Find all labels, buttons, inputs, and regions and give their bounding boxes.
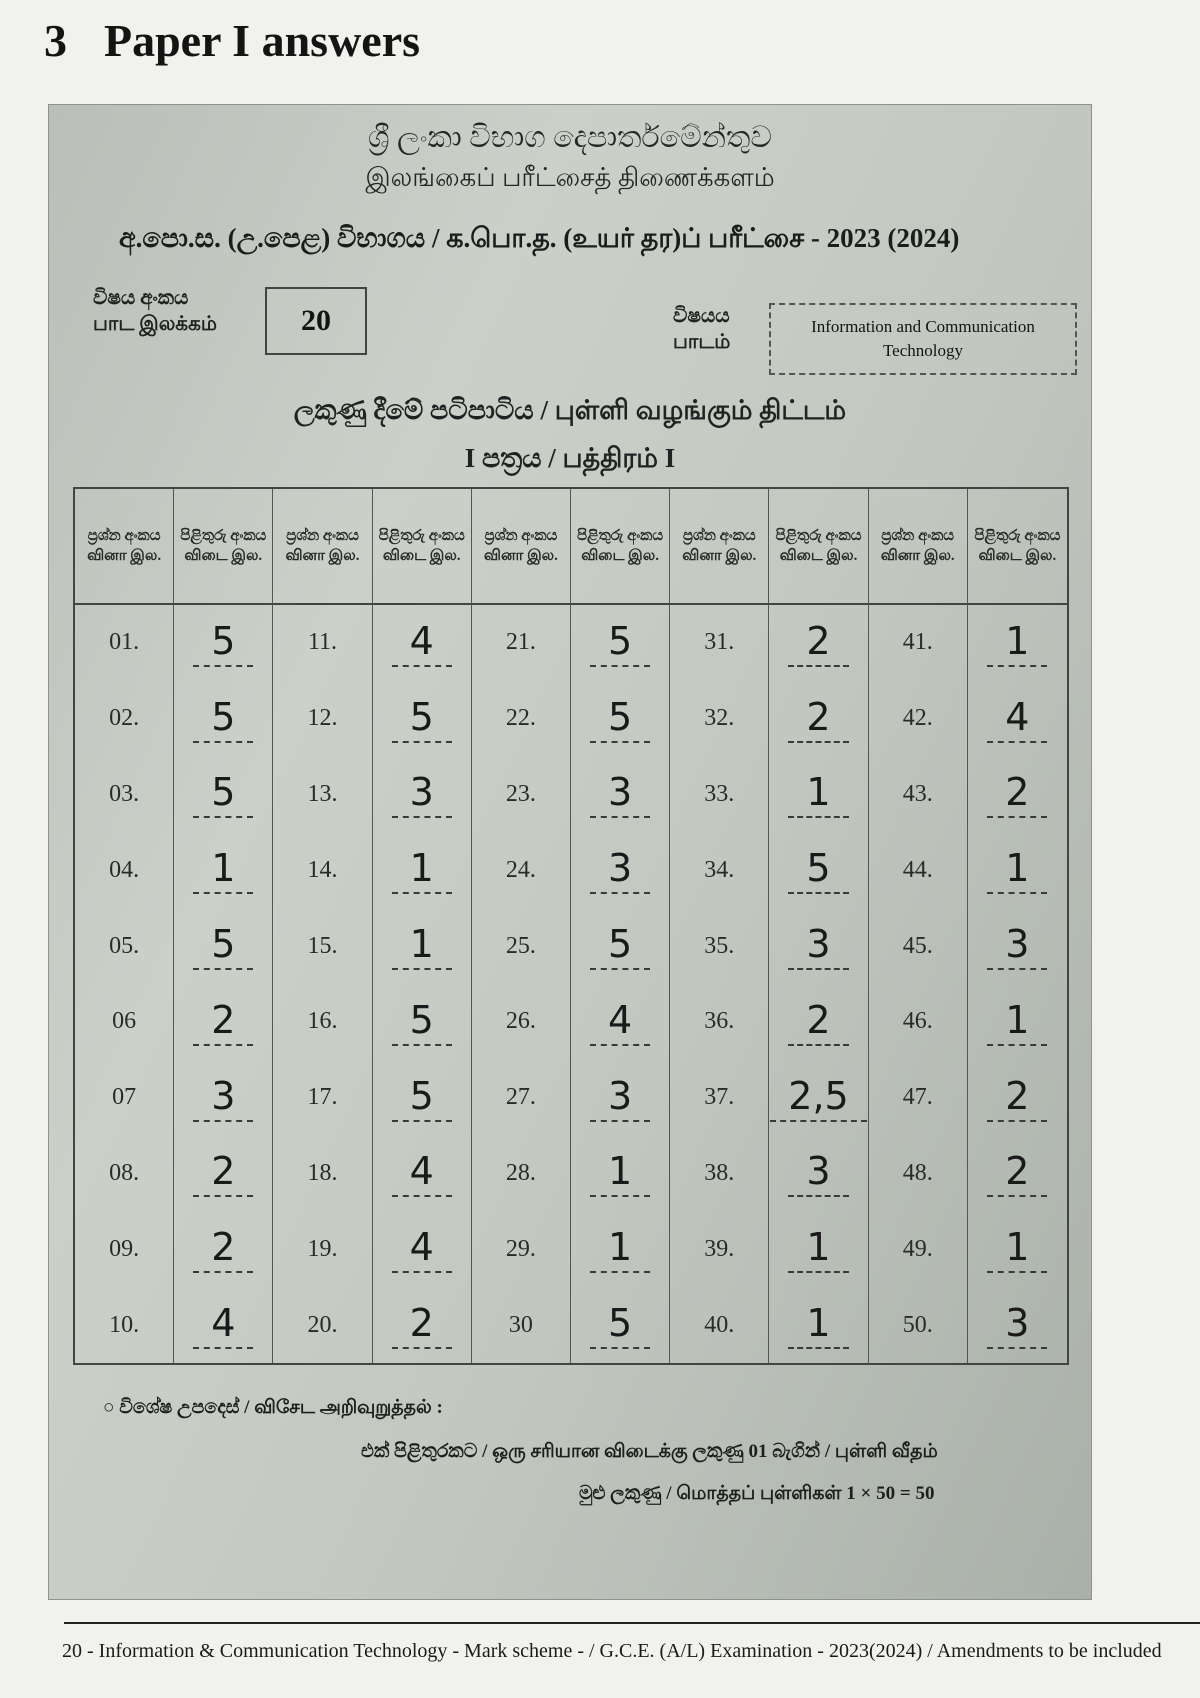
answer-cell [769,1211,868,1287]
answer-cell [373,1287,472,1363]
answer-cell [373,605,472,681]
question-number: 19. [273,1211,372,1287]
answer-value: 1 [987,998,1047,1046]
question-number: 18. [273,1136,372,1212]
answer-cell [968,681,1067,757]
question-number: 37. [670,1060,769,1136]
question-number: 39. [670,1211,769,1287]
question-number: 42. [869,681,968,757]
question-number: 31. [670,605,769,681]
question-number: 13. [273,757,372,833]
answer-value: 5 [590,695,650,743]
answer-value: 2 [788,998,848,1046]
answer-cell [968,1060,1067,1136]
answer-cell [174,757,273,833]
question-number: 29. [472,1211,571,1287]
answer-value: 2,5 [770,1074,866,1122]
answer-cell [968,1211,1067,1287]
question-number: 12. [273,681,372,757]
answer-number-header: පිළිතුරු අංකය விடை இல. [571,489,670,605]
answer-value: 5 [193,619,253,667]
answer-cell [373,908,472,984]
section-title: Paper I answers [104,15,421,66]
answer-cell [769,832,868,908]
question-number: 26. [472,984,571,1060]
question-number: 49. [869,1211,968,1287]
answer-value: 5 [193,695,253,743]
total-marks-note: මුළු ලකුණු / மொத்தப் புள்ளிகள் 1 × 50 = 50 [579,1483,935,1504]
answer-value: 1 [788,770,848,818]
answer-cell [968,984,1067,1060]
footer-divider [64,1622,1200,1624]
answer-cell [174,681,273,757]
answer-cell [174,832,273,908]
section-heading [44,14,420,67]
answer-value: 5 [193,922,253,970]
answer-number-header: පිළිතුරු අංකය விடை இல. [769,489,868,605]
paper-title: I පත්‍රය / பத்திரம் I [464,443,676,473]
answer-value: 1 [392,922,452,970]
answer-cell [373,1211,472,1287]
question-number: 07 [75,1060,174,1136]
question-number: 34. [670,832,769,908]
question-number-header: ප්‍රශ්න අංකය வினா இல. [472,489,571,605]
question-number: 45. [869,908,968,984]
answer-cell [571,908,670,984]
answer-value: 1 [987,619,1047,667]
question-number: 16. [273,984,372,1060]
answer-value: 3 [590,846,650,894]
section-number: 3 [44,15,67,66]
answer-value: 4 [987,695,1047,743]
marking-scheme-title: ලකුණු දීමේ පටිපාටිය / புள்ளி வழங்கும் திட்டம் [293,395,847,425]
answer-value: 5 [392,695,452,743]
answer-cell [373,984,472,1060]
answer-cell [571,605,670,681]
question-number: 40. [670,1287,769,1363]
question-number: 23. [472,757,571,833]
answer-cell [174,1060,273,1136]
answer-cell [968,757,1067,833]
answer-value: 4 [392,1149,452,1197]
answer-cell [571,1211,670,1287]
answer-value: 3 [193,1074,253,1122]
answer-value: 5 [590,922,650,970]
question-number: 01. [75,605,174,681]
answer-cell [769,681,868,757]
answer-number-header: පිළිතුරු අංකය விடை இல. [968,489,1067,605]
answer-value: 1 [193,846,253,894]
answer-value: 4 [392,1225,452,1273]
answer-value: 2 [193,1149,253,1197]
answer-value: 5 [392,998,452,1046]
question-number: 21. [472,605,571,681]
question-number: 24. [472,832,571,908]
answer-value: 2 [392,1301,452,1349]
answer-number-header: පිළිතුරු අංකය விடை இல. [373,489,472,605]
answer-cell [769,605,868,681]
question-number: 30 [472,1287,571,1363]
answer-table [73,487,1069,1365]
question-number: 14. [273,832,372,908]
answer-value: 1 [788,1225,848,1273]
question-number: 27. [472,1060,571,1136]
answer-value: 1 [590,1149,650,1197]
answer-value: 3 [987,922,1047,970]
question-number: 41. [869,605,968,681]
question-number: 04. [75,832,174,908]
answer-cell [968,908,1067,984]
answer-value: 2 [788,619,848,667]
answer-value: 3 [590,1074,650,1122]
question-number: 46. [869,984,968,1060]
answer-value: 4 [392,619,452,667]
answer-value: 3 [788,922,848,970]
exam-title: අ.පො.ස. (උ.පෙළ) විභාගය / க.பொ.த. (உயர் தர)ப் பரீட்சை - 2023 (2024) [119,223,960,253]
answer-cell [174,984,273,1060]
answer-cell [769,1136,868,1212]
question-number: 03. [75,757,174,833]
question-number: 47. [869,1060,968,1136]
question-number: 17. [273,1060,372,1136]
answer-cell [769,1287,868,1363]
answer-cell [769,1060,868,1136]
question-number-header: ප්‍රශ්න අංකය வினா இல. [869,489,968,605]
answer-number-header: පිළිතුරු අංකය விடை இல. [174,489,273,605]
answer-value: 5 [193,770,253,818]
question-number: 08. [75,1136,174,1212]
answer-cell [373,832,472,908]
answer-value: 2 [987,770,1047,818]
answer-cell [968,1136,1067,1212]
question-number: 50. [869,1287,968,1363]
answer-cell [571,1287,670,1363]
answer-value: 5 [590,1301,650,1349]
answer-cell [571,1136,670,1212]
answer-cell [769,757,868,833]
answer-value: 3 [788,1149,848,1197]
subject-code-box: 20 [265,287,367,355]
answer-cell [174,1287,273,1363]
answer-cell [571,832,670,908]
question-number: 09. [75,1211,174,1287]
page-footer: 20 - Information & Communication Technology - Mark scheme - / G.C.E. (A/L) Examination - 2023(2024) / Amendments to be included [62,1640,1162,1662]
answer-value: 1 [788,1301,848,1349]
question-number: 20. [273,1287,372,1363]
question-number-header: ප්‍රශ්න අංකය வினா இல. [75,489,174,605]
answer-cell [769,984,868,1060]
answer-cell [571,984,670,1060]
answer-value: 3 [392,770,452,818]
marks-per-answer-note: එක් පිළිතුරකට / ஒரு சரியான விடைக்கு ලකුණු 01 බැගින් / புள்ளி வீதம் [361,1441,938,1462]
question-number: 43. [869,757,968,833]
question-number: 44. [869,832,968,908]
answer-cell [571,757,670,833]
answer-value: 2 [193,1225,253,1273]
answer-value: 2 [987,1074,1047,1122]
answer-cell [571,1060,670,1136]
question-number-header: ප්‍රශ්න අංකය வினா இல. [273,489,372,605]
answer-cell [968,605,1067,681]
answer-cell [174,1136,273,1212]
question-number: 11. [273,605,372,681]
answer-cell [571,681,670,757]
answer-cell [373,1136,472,1212]
answer-cell [174,908,273,984]
answer-cell [968,1287,1067,1363]
special-instructions-heading: ○ විශේෂ උපදෙස් / விசேட அறிவுறுத்தல் : [103,1397,443,1418]
question-number: 02. [75,681,174,757]
subject-code-label: විෂය අංකය பாட இலக்கம் [93,287,217,335]
question-number: 22. [472,681,571,757]
question-number: 06 [75,984,174,1060]
question-number: 36. [670,984,769,1060]
answer-value: 2 [193,998,253,1046]
answer-value: 5 [590,619,650,667]
question-number: 32. [670,681,769,757]
answer-value: 1 [987,846,1047,894]
answer-value: 4 [193,1301,253,1349]
question-number-header: ප්‍රශ්න අංකය வினா இல. [670,489,769,605]
question-number: 38. [670,1136,769,1212]
subject-label: විෂයය பாடம் [673,305,731,353]
department-name-tamil: இலங்கைப் பரீட்சைத் திணைக்களம் [365,163,775,192]
answer-value: 2 [987,1149,1047,1197]
answer-value: 1 [392,846,452,894]
answer-value: 4 [590,998,650,1046]
subject-name-box: Information and Communication Technology [769,303,1077,375]
answer-cell [373,681,472,757]
question-number: 48. [869,1136,968,1212]
answer-cell [769,908,868,984]
answer-cell [373,1060,472,1136]
answer-value: 1 [987,1225,1047,1273]
question-number: 10. [75,1287,174,1363]
answer-value: 2 [788,695,848,743]
question-number: 05. [75,908,174,984]
answer-value: 5 [392,1074,452,1122]
answer-value: 5 [788,846,848,894]
question-number: 33. [670,757,769,833]
answer-value: 3 [987,1301,1047,1349]
answer-cell [968,832,1067,908]
answer-value: 1 [590,1225,650,1273]
question-number: 25. [472,908,571,984]
answer-value: 3 [590,770,650,818]
question-number: 15. [273,908,372,984]
answer-cell [174,605,273,681]
answer-cell [373,757,472,833]
question-number: 35. [670,908,769,984]
answer-cell [174,1211,273,1287]
department-name-sinhala: ශ්‍රී ලංකා විභාග දෙපාර්තමේන්තුව [368,121,772,154]
answer-sheet [48,104,1092,1600]
question-number: 28. [472,1136,571,1212]
